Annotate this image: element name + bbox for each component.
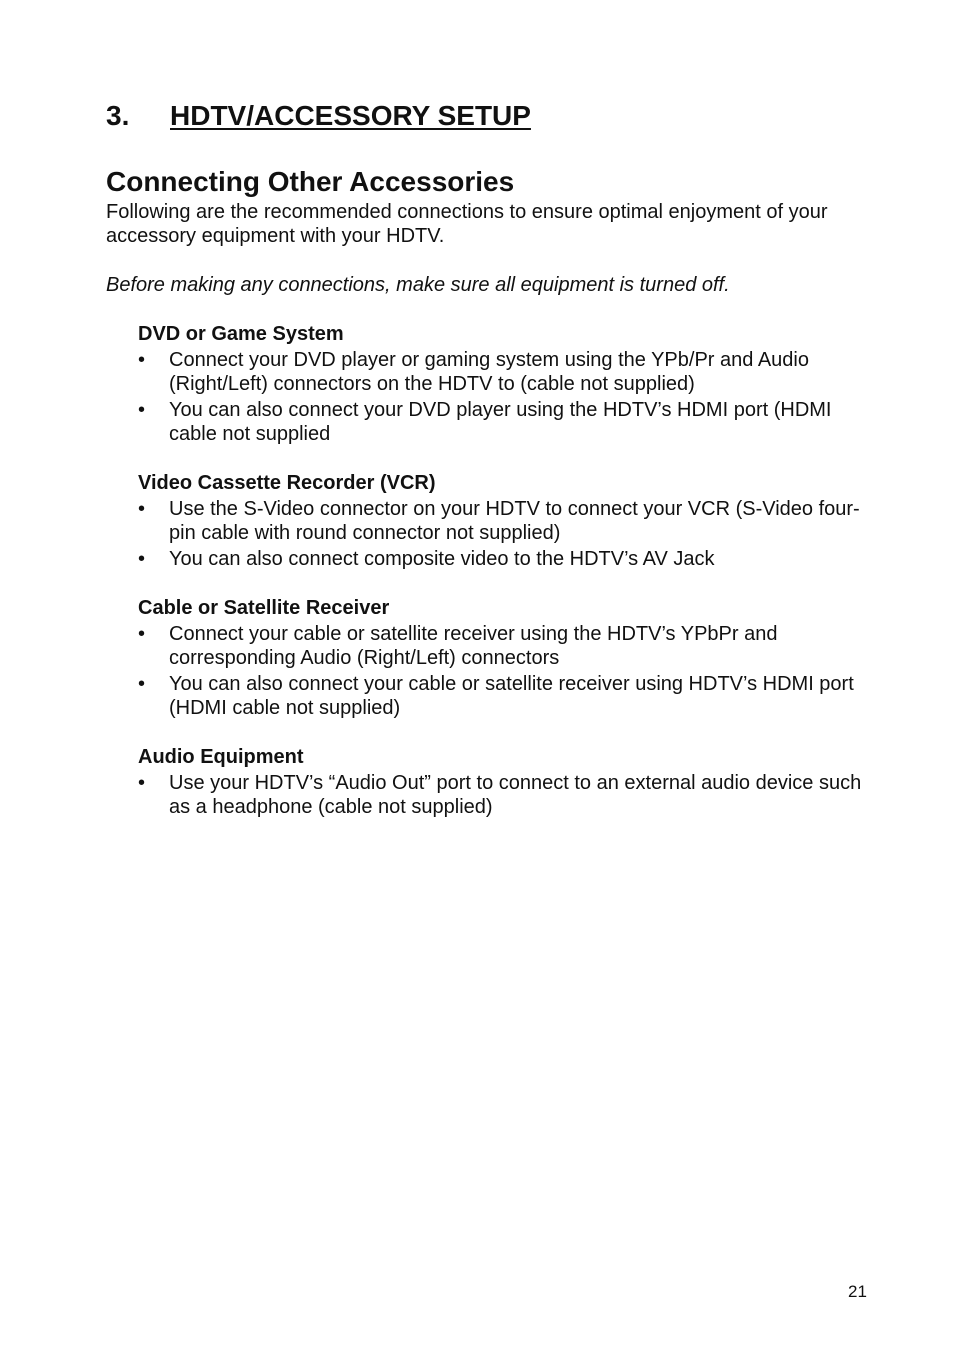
bullet-icon: • — [138, 498, 146, 520]
bullet-icon: • — [138, 548, 146, 570]
section-vcr — [138, 471, 868, 573]
bullet-icon: • — [138, 772, 146, 794]
safety-note: Before making any connections, make sure all equipment is turned off. — [106, 274, 730, 296]
intro-paragraph: Following are the recommended connections to ensure optimal enjoyment of your accessory equipment with your HDTV. — [106, 201, 828, 247]
section-title: DVD or Game System — [138, 323, 344, 345]
page-number: 21 — [848, 1282, 867, 1301]
chapter-heading — [106, 100, 531, 132]
list-item: • Connect your DVD player or gaming system using the YPb/Pr and Audio (Right/Left) connectors on the HDTV to (cable not supplied) — [138, 349, 809, 395]
bullet-icon: • — [138, 623, 146, 645]
list-item: • Use your HDTV’s “Audio Out” port to connect to an external audio device such as a headphone (cable not supplied) — [138, 772, 862, 818]
list-item: • You can also connect your DVD player using the HDTV’s HDMI port (HDMI cable not supplied — [138, 399, 832, 445]
list-item: • You can also connect your cable or satellite receiver using HDTV’s HDMI port (HDMI cable not supplied) — [138, 673, 854, 719]
section-title: Audio Equipment — [138, 746, 304, 768]
bullet-icon: • — [138, 399, 146, 421]
bullet-icon: • — [138, 673, 146, 695]
section-audio — [138, 745, 868, 821]
bullet-list — [138, 771, 868, 819]
chapter-number: 3. — [106, 100, 130, 131]
section-heading: Connecting Other Accessories — [106, 166, 515, 197]
bullet-icon: • — [138, 349, 146, 371]
section-dvd-game — [138, 322, 868, 448]
chapter-title: HDTV/ACCESSORY SETUP — [170, 100, 531, 131]
bullet-list — [138, 622, 868, 720]
bullet-list — [138, 348, 868, 446]
bullet-list — [138, 497, 868, 571]
list-item: • Connect your cable or satellite receiver using the HDTV’s YPbPr and corresponding Audio (Right/Left) connectors — [138, 623, 778, 669]
list-item: • You can also connect composite video to the HDTV’s AV Jack — [138, 548, 715, 570]
section-cable-satellite — [138, 596, 868, 722]
section-title: Cable or Satellite Receiver — [138, 597, 390, 619]
list-item: • Use the S-Video connector on your HDTV to connect your VCR (S-Video four-pin cable with round connector not supplied) — [138, 498, 860, 544]
section-title: Video Cassette Recorder (VCR) — [138, 472, 436, 494]
